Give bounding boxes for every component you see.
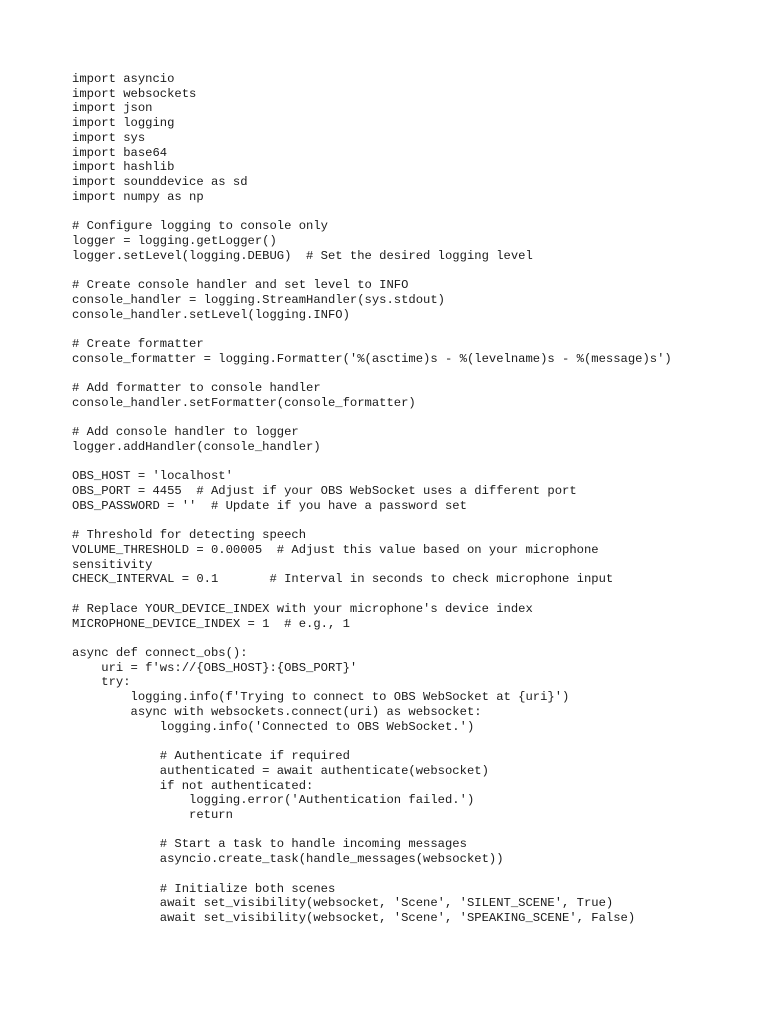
code-line: asyncio.create_task(handle_messages(websocket)) bbox=[72, 852, 504, 867]
code-line bbox=[72, 366, 672, 381]
code-line: OBS_PORT = 4455 # Adjust if your OBS WebSocket uses a different port bbox=[72, 484, 577, 499]
code-line: import sounddevice as sd bbox=[72, 175, 248, 190]
code-line: # Create formatter bbox=[72, 336, 204, 351]
code-line: authenticated = await authenticate(websocket) bbox=[72, 763, 489, 778]
code-line: if not authenticated: bbox=[72, 778, 314, 793]
code-line: MICROPHONE_DEVICE_INDEX = 1 # e.g., 1 bbox=[72, 616, 350, 631]
code-line: import sys bbox=[72, 130, 146, 145]
code-line: logging.info('Connected to OBS WebSocket.') bbox=[72, 719, 475, 734]
code-line bbox=[72, 263, 672, 278]
code-line: console_handler = logging.StreamHandler(sys.stdout) bbox=[72, 292, 445, 307]
code-line: import hashlib bbox=[72, 160, 175, 175]
code-line: async with websockets.connect(uri) as websocket: bbox=[72, 704, 482, 719]
code-line: import logging bbox=[72, 116, 175, 131]
code-line bbox=[72, 204, 672, 219]
code-line bbox=[72, 455, 672, 470]
code-line: logger.setLevel(logging.DEBUG) # Set the desired logging level bbox=[72, 248, 533, 263]
code-line: await set_visibility(websocket, 'Scene', 'SILENT_SCENE', True) bbox=[72, 896, 614, 911]
code-line: # Authenticate if required bbox=[72, 749, 350, 764]
code-line: CHECK_INTERVAL = 0.1 # Interval in seconds to check microphone input bbox=[72, 572, 614, 587]
code-line: return bbox=[72, 807, 233, 822]
code-line: OBS_PASSWORD = '' # Update if you have a password set bbox=[72, 498, 467, 513]
code-line bbox=[72, 587, 672, 602]
code-line: console_handler.setFormatter(console_formatter) bbox=[72, 395, 416, 410]
code-line: # Create console handler and set level to INFO bbox=[72, 278, 409, 293]
code-line: console_handler.setLevel(logging.INFO) bbox=[72, 307, 350, 322]
code-line: # Replace YOUR_DEVICE_INDEX with your microphone's device index bbox=[72, 601, 533, 616]
code-line: logging.info(f'Trying to connect to OBS WebSocket at {uri}') bbox=[72, 690, 570, 705]
code-line: # Add formatter to console handler bbox=[72, 381, 321, 396]
code-line bbox=[72, 322, 672, 337]
code-line bbox=[72, 867, 672, 882]
code-line: import json bbox=[72, 101, 153, 116]
code-line: # Configure logging to console only bbox=[72, 219, 328, 234]
code-line bbox=[72, 411, 672, 426]
code-line: try: bbox=[72, 675, 131, 690]
code-line: VOLUME_THRESHOLD = 0.00005 # Adjust this value based on your microphone bbox=[72, 543, 599, 557]
code-line: sensitivity bbox=[72, 557, 153, 572]
code-line: import numpy as np bbox=[72, 189, 204, 204]
code-line: logger.addHandler(console_handler) bbox=[72, 439, 321, 454]
code-line: # Add console handler to logger bbox=[72, 425, 299, 440]
code-line: console_formatter = logging.Formatter('%(asctime)s - %(levelname)s - %(message)s') bbox=[72, 351, 672, 366]
code-line bbox=[72, 734, 672, 749]
code-line: # Start a task to handle incoming messages bbox=[72, 837, 467, 852]
code-line: OBS_HOST = 'localhost' bbox=[72, 469, 233, 484]
code-line bbox=[72, 514, 672, 529]
code-line: uri = f'ws://{OBS_HOST}:{OBS_PORT}' bbox=[72, 660, 358, 675]
code-line: logger = logging.getLogger() bbox=[72, 233, 277, 248]
code-line: import asyncio bbox=[72, 72, 175, 86]
code-line: logging.error('Authentication failed.') bbox=[72, 793, 475, 808]
code-line bbox=[72, 631, 672, 646]
code-line: # Threshold for detecting speech bbox=[72, 528, 307, 543]
code-line bbox=[72, 823, 672, 838]
code-line: async def connect_obs(): bbox=[72, 646, 248, 661]
code-line: import websockets bbox=[72, 86, 197, 101]
code-line: import base64 bbox=[72, 145, 168, 160]
code-line: # Initialize both scenes bbox=[72, 881, 336, 896]
code-block bbox=[72, 72, 672, 926]
code-line: await set_visibility(websocket, 'Scene', 'SPEAKING_SCENE', False) bbox=[72, 910, 636, 925]
